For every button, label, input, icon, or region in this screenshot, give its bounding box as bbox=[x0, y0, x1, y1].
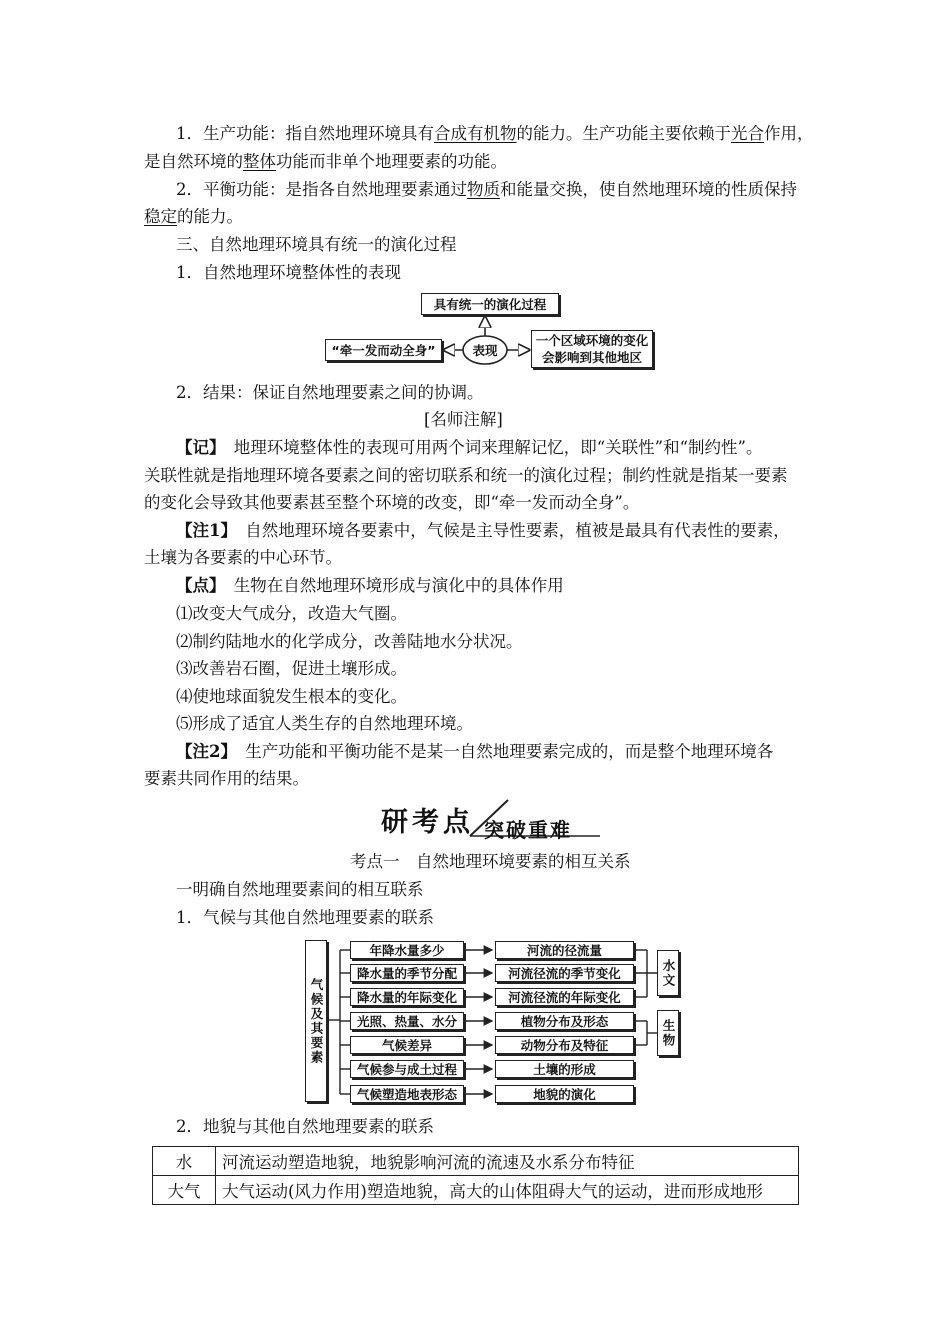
diagram2-cause-box: 降水量的年际变化 bbox=[350, 988, 464, 1006]
kaodian-item1: 1．气候与其他自然地理要素的联系 bbox=[176, 908, 434, 927]
kaodian-title: 考点一 自然地理环境要素的相互关系 bbox=[350, 852, 631, 871]
text: 的能力。生产功能主要依赖于 bbox=[516, 124, 731, 143]
text: 地理环境整体性的表现可用两个词来理解记忆，即“关联性”和“制约性”。 bbox=[233, 438, 763, 457]
diagram2-effect-box: 河流的径流量 bbox=[495, 941, 634, 959]
answer-blank: 合成有机物 bbox=[434, 124, 517, 143]
answer-blank: 物质 bbox=[467, 180, 500, 199]
kaodian-subheading: 一明确自然地理要素间的相互联系 bbox=[176, 880, 424, 899]
diagram2-cause-box: 气候差异 bbox=[350, 1036, 464, 1054]
diagram2-effect-box: 植物分布及形态 bbox=[495, 1012, 634, 1030]
list-item: ⑶改善岩石圈，促进土壤形成。 bbox=[176, 659, 407, 678]
note-tag: 【点】 bbox=[176, 576, 218, 595]
text: 生产功能和平衡功能不是某一自然地理要素完成的，而是整个地理环境各 bbox=[245, 742, 774, 761]
banner-right: 突破重难 bbox=[484, 818, 572, 842]
diagram1-left-box: “牵一发而动全身” bbox=[325, 339, 442, 361]
diagram2-effect-box: 地貌的演化 bbox=[495, 1085, 634, 1103]
diagram2-effect-box: 河流径流的季节变化 bbox=[495, 964, 634, 982]
note-zhu1-line2: 土壤为各要素的中心环节。 bbox=[144, 548, 342, 567]
diagram2-effect-box: 动物分布及特征 bbox=[495, 1036, 634, 1054]
note-ji-line3: 的变化会导致其他要素甚至整个环境的改变，即“牵一发而动全身”。 bbox=[144, 493, 640, 512]
diagram2-cause-box: 降水量的季节分配 bbox=[350, 964, 464, 982]
text: 1．生产功能：指自然地理环境具有 bbox=[176, 124, 434, 143]
table-key: 大气 bbox=[153, 1176, 216, 1205]
answer-blank: 光合 bbox=[731, 124, 764, 143]
list-item: ⑸形成了适宜人类生存的自然地理环境。 bbox=[176, 714, 473, 733]
table-value: 大气运动(风力作用)塑造地貌，高大的山体阻碍大气的运动，进而形成地形 bbox=[216, 1176, 799, 1205]
diagram2-root-box: 气候及其要素 bbox=[305, 940, 327, 1102]
diagram2-cause-box: 光照、热量、水分 bbox=[350, 1012, 464, 1030]
kaodian-item2: 2．地貌与其他自然地理要素的联系 bbox=[176, 1117, 434, 1136]
diagram2-cause-box: 年降水量多少 bbox=[350, 941, 464, 959]
answer-blank: 整体 bbox=[243, 152, 276, 171]
diagram2-cause-box: 气候参与成土过程 bbox=[350, 1060, 464, 1078]
text: 2．平衡功能：是指各自然地理要素通过 bbox=[176, 180, 467, 199]
list-item: ⑴改变大气成分，改造大气圈。 bbox=[176, 604, 407, 623]
list-item: ⑵制约陆地水的化学成分，改善陆地水分状况。 bbox=[176, 632, 523, 651]
list-item: ⑷使地球面貌发生根本的变化。 bbox=[176, 687, 407, 706]
section3-item2: 2．结果：保证自然地理要素之间的协调。 bbox=[176, 383, 484, 402]
answer-blank: 稳定 bbox=[144, 207, 177, 226]
table-row bbox=[153, 1176, 799, 1205]
diagram2-cause-box: 气候塑造地表形态 bbox=[350, 1085, 464, 1103]
diagram2-effect-box: 河流径流的年际变化 bbox=[495, 988, 634, 1006]
note-zhu2-line2: 要素共同作用的结果。 bbox=[144, 769, 309, 788]
diagram1-top-box: 具有统一的演化过程 bbox=[421, 293, 559, 315]
text: 是自然环境的 bbox=[144, 152, 243, 171]
diagram1-center-label: 表现 bbox=[472, 343, 498, 358]
text: 会影响到其他地区 bbox=[541, 350, 642, 365]
text: 一个区域环境的变化 bbox=[535, 333, 649, 348]
note-tag: 【注1】 bbox=[176, 521, 229, 540]
diagram2-effect-box: 土壤的形成 bbox=[495, 1060, 634, 1078]
landform-relations-table bbox=[152, 1146, 799, 1205]
section3-heading: 三、自然地理环境具有统一的演化过程 bbox=[176, 235, 457, 254]
notes-title: [名师注解] bbox=[424, 410, 503, 429]
text: 功能而非单个地理要素的功能。 bbox=[276, 152, 507, 171]
note-tag: 【注2】 bbox=[176, 742, 229, 761]
diagram2-group-biology: 生物 bbox=[657, 1010, 679, 1056]
text: 生物在自然地理环境形成与演化中的具体作用 bbox=[233, 576, 564, 595]
text: 自然地理环境各要素中，气候是主导性要素，植被是最具有代表性的要素， bbox=[245, 521, 790, 540]
table-key: 水 bbox=[153, 1147, 216, 1176]
text: 的能力。 bbox=[177, 207, 243, 226]
text: 和能量交换，使自然地理环境的性质保持 bbox=[500, 180, 797, 199]
table-value: 河流运动塑造地貌，地貌影响河流的流速及水系分布特征 bbox=[216, 1147, 799, 1176]
table-row bbox=[153, 1147, 799, 1176]
note-tag: 【记】 bbox=[176, 438, 218, 457]
banner-left: 研考点 bbox=[381, 807, 474, 838]
section3-item1: 1．自然地理环境整体性的表现 bbox=[176, 263, 401, 282]
note-ji-line2: 关联性就是指地理环境各要素之间的密切联系和统一的演化过程；制约性就是指某一要素 bbox=[144, 466, 788, 485]
text: 作用， bbox=[764, 124, 814, 143]
diagram2-group-hydrology: 水文 bbox=[657, 950, 679, 996]
